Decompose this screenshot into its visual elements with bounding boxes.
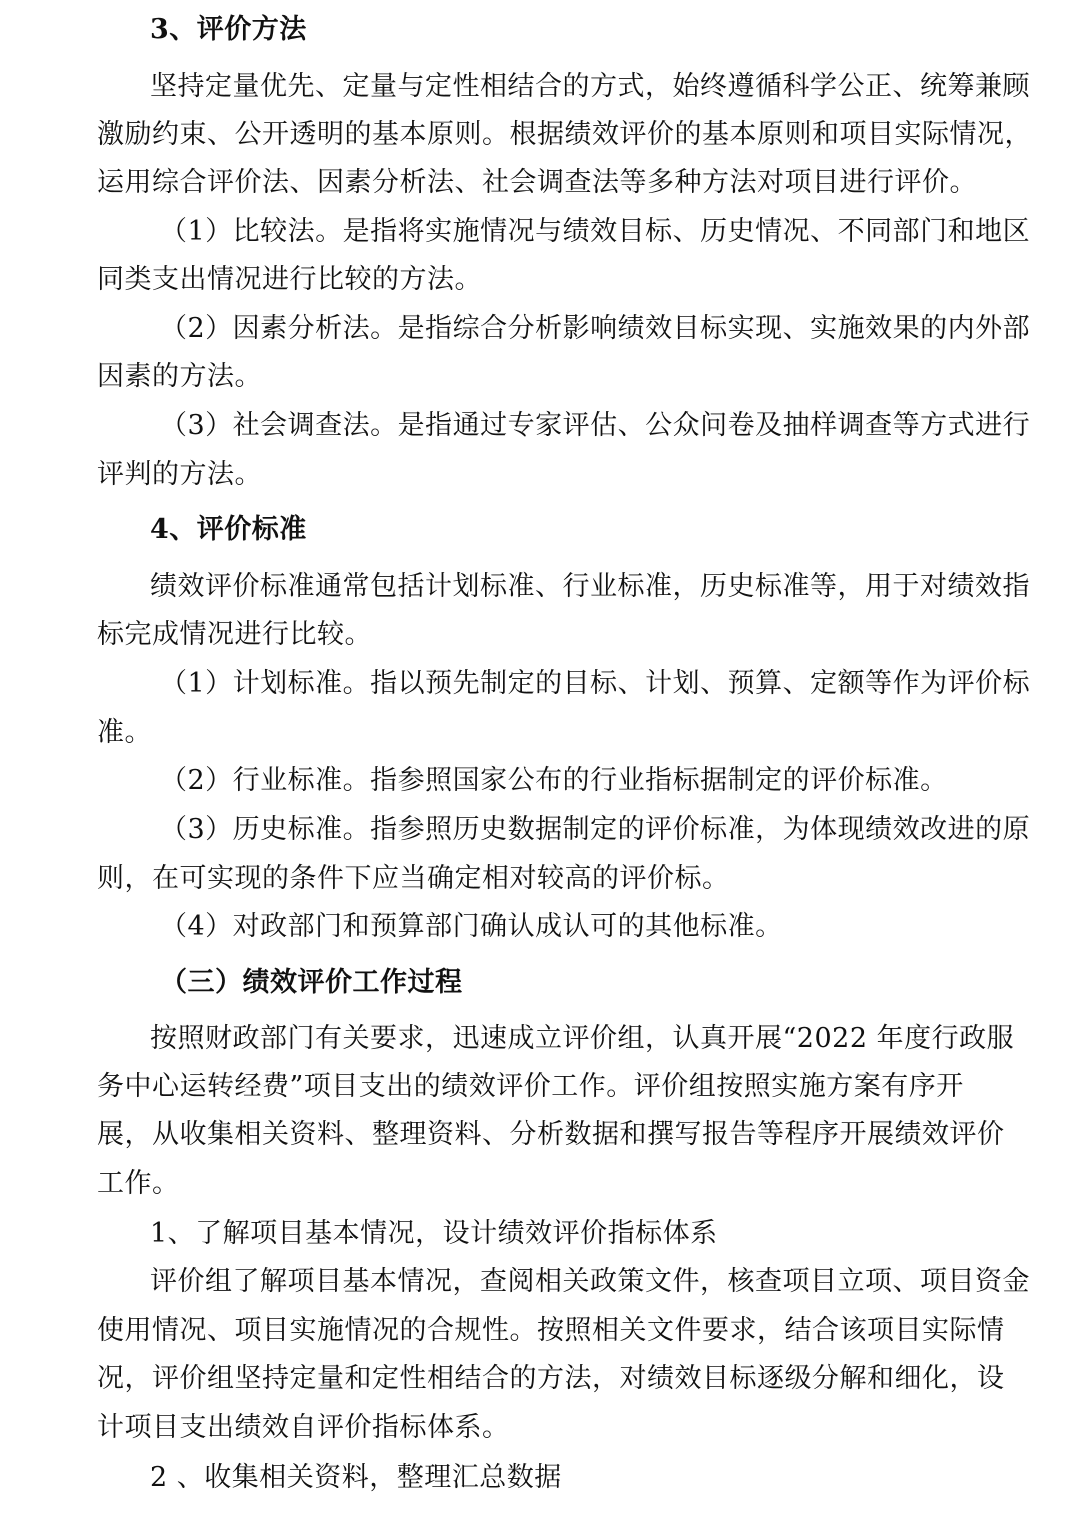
paragraph-line: 同类支出情况进行比较的方法。 [97, 264, 482, 295]
paragraph-line: 准。 [97, 717, 152, 748]
paragraph-line: 则，在可实现的条件下应当确定相对较高的评价标。 [97, 863, 730, 894]
paragraph-line: 运用综合评价法、因素分析法、社会调查法等多种方法对项目进行评价。 [97, 167, 977, 198]
section-heading-evaluation-process: （三）绩效评价工作过程 [160, 967, 463, 998]
paragraph-line: 按照财政部门有关要求，迅速成立评价组，认真开展“2022 年度行政服 [150, 1023, 1015, 1054]
paragraph-line: 评判的方法。 [97, 459, 262, 490]
paragraph-line: （3）历史标准。指参照历史数据制定的评价标准，为体现绩效改进的原 [160, 814, 1031, 845]
paragraph-line: 展，从收集相关资料、整理资料、分析数据和撰写报告等程序开展绩效评价 [97, 1119, 1005, 1150]
section-heading-evaluation-standard: 4、评价标准 [150, 514, 307, 545]
paragraph-line: 坚持定量优先、定量与定性相结合的方式，始终遵循科学公正、统筹兼顾 [150, 71, 1030, 102]
paragraph-line: 况，评价组坚持定量和定性相结合的方法，对绩效目标逐级分解和细化，设 [97, 1363, 1005, 1394]
paragraph-line: 务中心运转经费”项目支出的绩效评价工作。评价组按照实施方案有序开 [97, 1071, 964, 1102]
paragraph-line: （1）比较法。是指将实施情况与绩效目标、历史情况、不同部门和地区 [160, 216, 1031, 247]
section-heading-evaluation-method: 3、评价方法 [150, 14, 307, 45]
paragraph-line: 激励约束、公开透明的基本原则。根据绩效评价的基本原则和项目实际情况， [97, 119, 1032, 150]
paragraph-line: 绩效评价标准通常包括计划标准、行业标准，历史标准等，用于对绩效指 [150, 571, 1030, 602]
paragraph-line: 因素的方法。 [97, 361, 262, 392]
paragraph-line: 计项目支出绩效自评价指标体系。 [97, 1412, 510, 1443]
paragraph-line: （3）社会调查法。是指通过专家评估、公众问卷及抽样调查等方式进行 [160, 410, 1031, 441]
subsection-heading-step-2: 2 、收集相关资料，整理汇总数据 [150, 1462, 562, 1493]
paragraph-line: （1）计划标准。指以预先制定的目标、计划、预算、定额等作为评价标 [160, 668, 1031, 699]
paragraph-line: （4）对政部门和预算部门确认成认可的其他标准。 [160, 911, 783, 942]
paragraph-line: 评价组了解项目基本情况，查阅相关政策文件，核查项目立项、项目资金 [150, 1266, 1030, 1297]
paragraph-line: （2）因素分析法。是指综合分析影响绩效目标实现、实施效果的内外部 [160, 313, 1031, 344]
paragraph-line: 标完成情况进行比较。 [97, 619, 372, 650]
subsection-heading-step-1: 1、了解项目基本情况，设计绩效评价指标体系 [150, 1218, 718, 1249]
paragraph-line: 使用情况、项目实施情况的合规性。按照相关文件要求，结合该项目实际情 [97, 1315, 1005, 1346]
paragraph-line: 工作。 [97, 1168, 180, 1199]
paragraph-line: （2）行业标准。指参照国家公布的行业指标据制定的评价标准。 [160, 765, 948, 796]
